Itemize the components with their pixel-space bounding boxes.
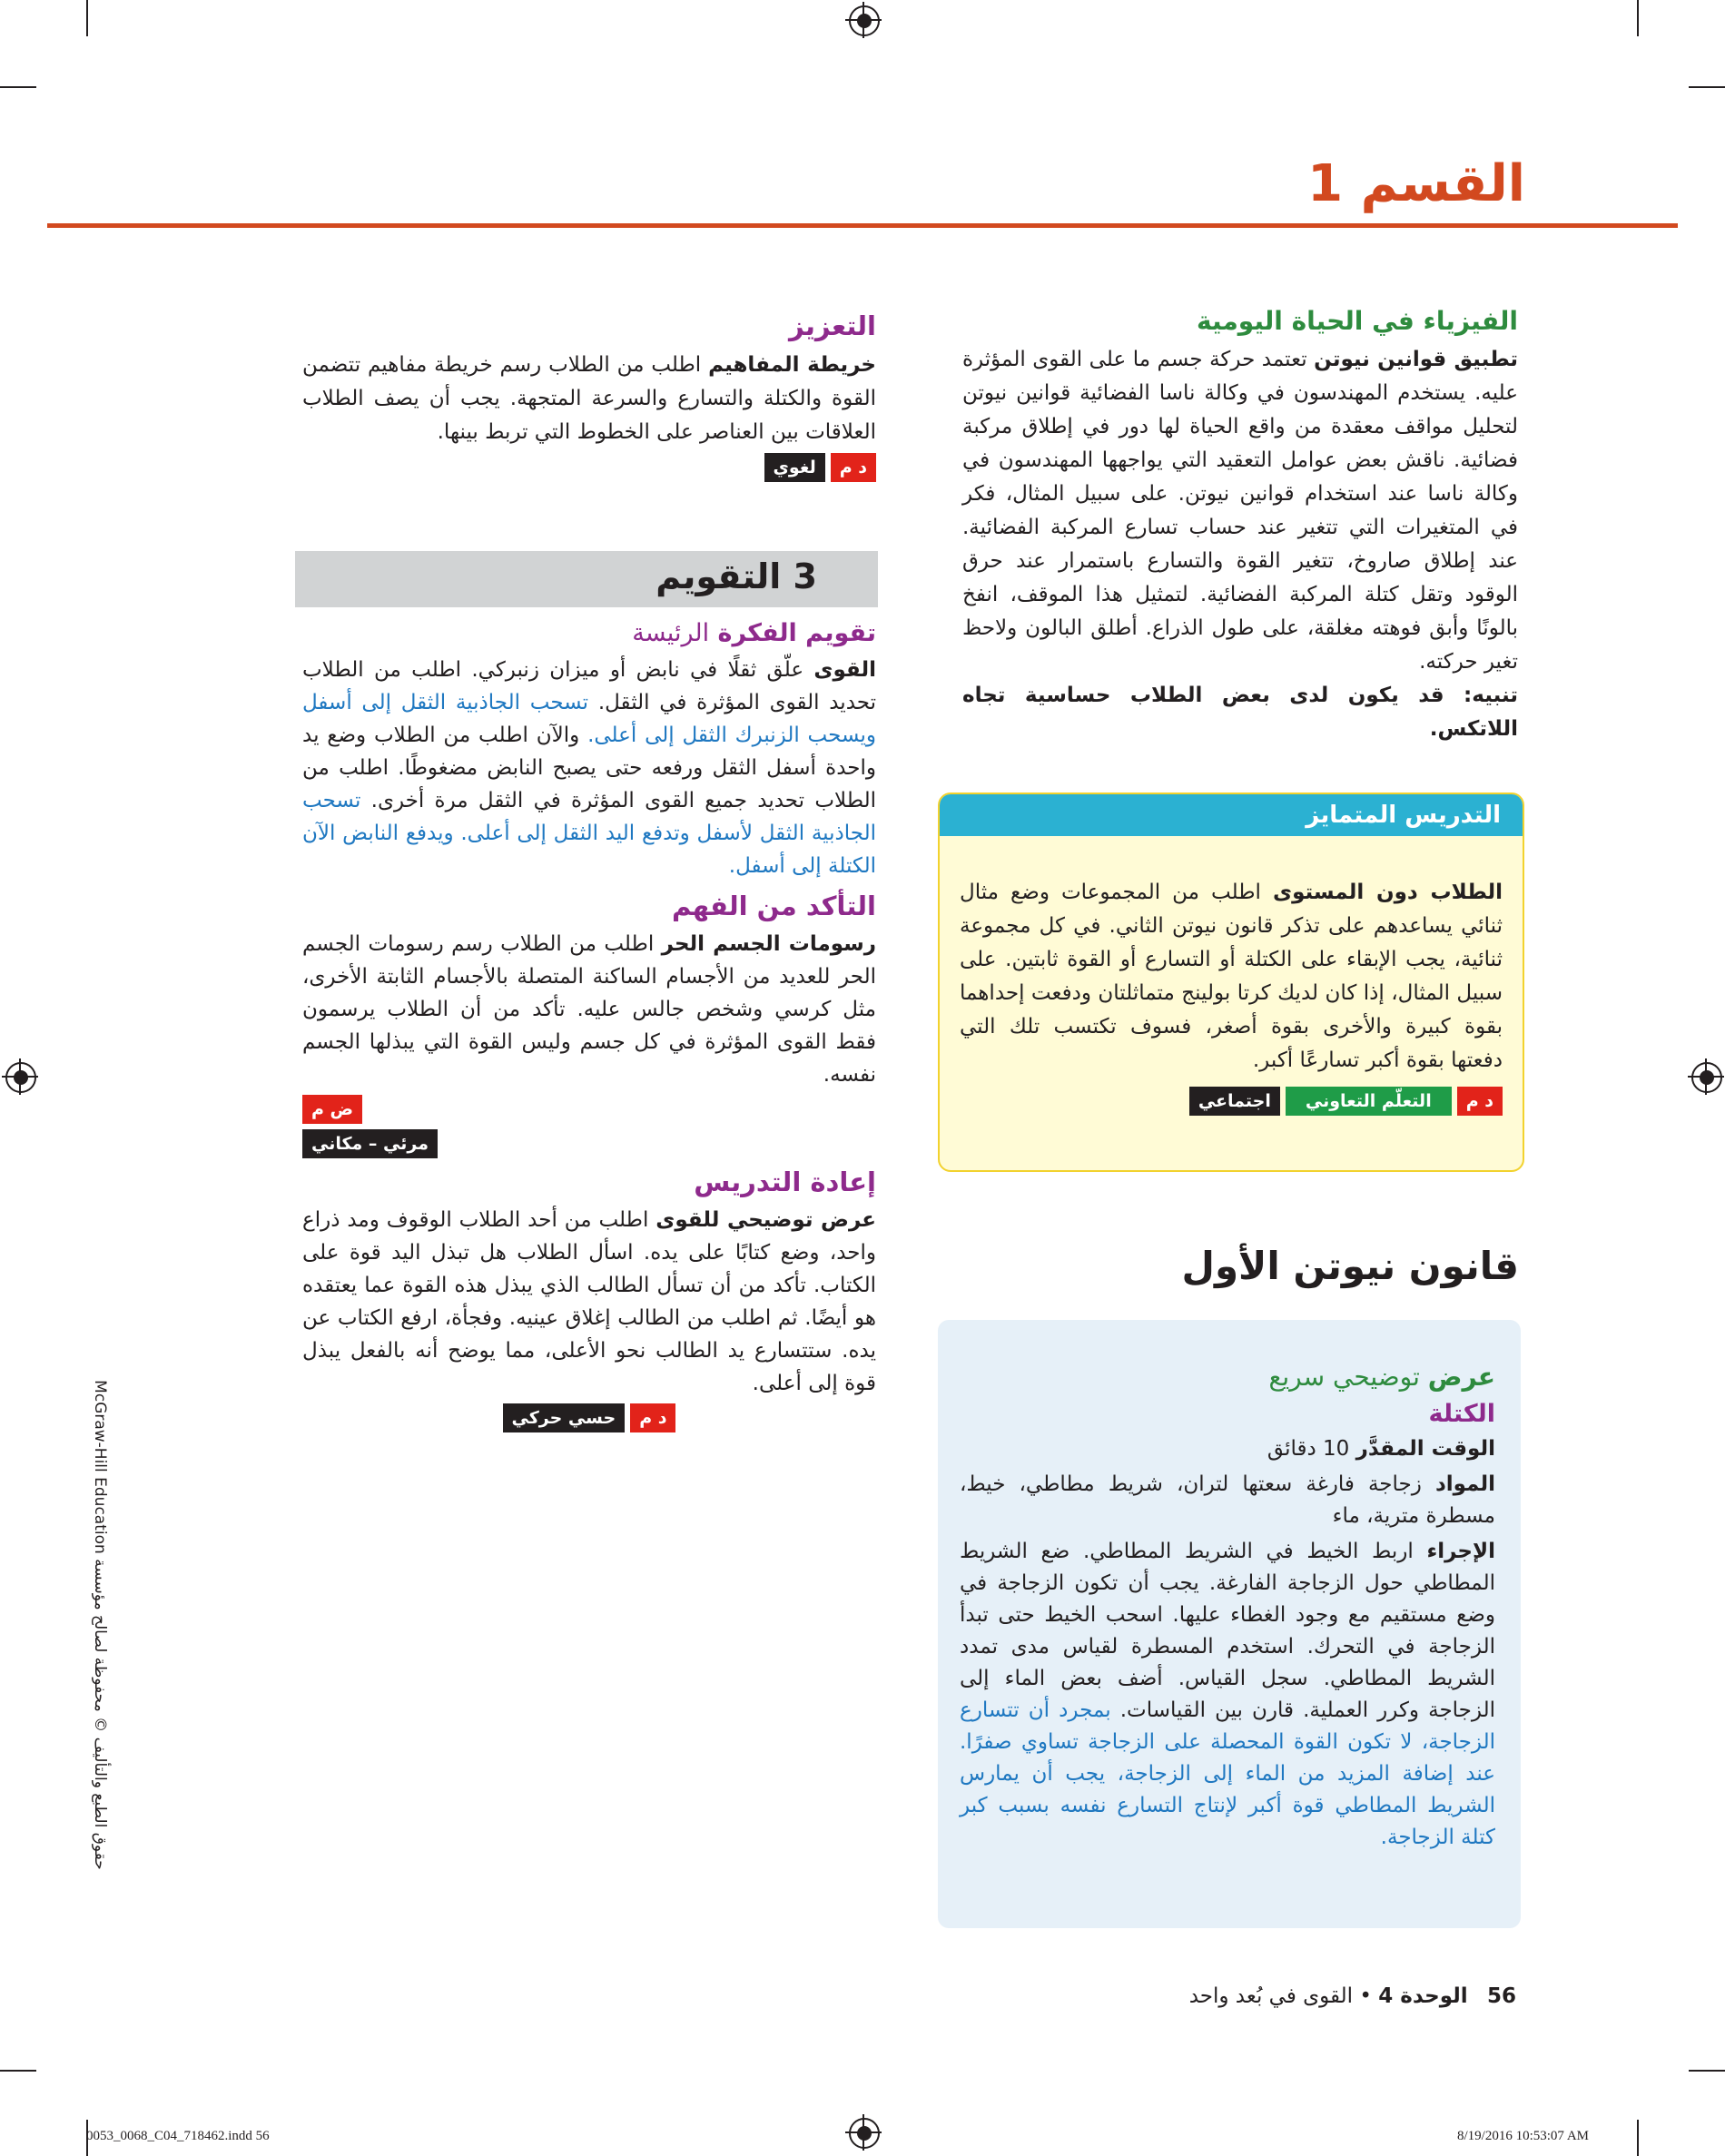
- demo-label: [960, 1361, 1495, 1393]
- registration-mark-icon: [849, 5, 880, 36]
- check-tags: [302, 1095, 876, 1158]
- check-paragraph: [302, 928, 876, 1091]
- crop-mark: [86, 0, 88, 36]
- demo-answer: بمجرد أن تتسارع الزجاجة، لا تكون القوة المحصلة على الزجاجة تساوي صفرًا. عند إضافة المزيد من الماء إلى الزجاجة، يجب أن يمارس الشريط المطاطي قوة أكبر لإنتاج التسارع نفسه بسبب كبر كتلة الزجاجة.: [960, 1698, 1495, 1849]
- check-understanding-heading: التأكد من الفهم: [671, 891, 876, 921]
- main-idea-heading-rest: الرئيسة: [632, 619, 710, 647]
- registration-mark-icon: [849, 2118, 880, 2149]
- physics-heading: الفيزياء في الحياة اليومية: [1197, 306, 1518, 336]
- differentiated-content: [960, 876, 1503, 1116]
- differentiated-paragraph: [960, 876, 1503, 1078]
- newton-first-law-title: قانون نيوتن الأول: [1181, 1244, 1519, 1288]
- footer-bullet: •: [1359, 1984, 1372, 2008]
- demo-content: [960, 1361, 1495, 1854]
- crop-mark: [1637, 0, 1639, 36]
- tag-badge: اجتماعي: [1189, 1087, 1280, 1116]
- side-copyright: حقوق الطبع والتأليف © محفوظة لصالح مؤسسة McGraw-Hill Education: [91, 1380, 109, 1870]
- reteach-lead: عرض توضيحي للقوى: [656, 1208, 877, 1232]
- demo-label-rest: توضيحي سريع: [1268, 1362, 1420, 1392]
- differentiated-instruction-box: [938, 793, 1524, 1172]
- tag-badge: ض م: [302, 1095, 362, 1124]
- forces-body-2: والآن اطلب من الطلاب وضع يد واحدة أسفل الثقل ورفعه حتى يصبح النابض مضغوطًا. اطلب من الطلاب تحديد جميع القوى المؤثرة في الثقل مرة أخرى.: [302, 724, 876, 812]
- demo-procedure-label: الإجراء: [1426, 1540, 1496, 1563]
- physics-everyday-block: [962, 304, 1518, 746]
- demo-procedure-text: اربط الخيط في الشريط المطاطي. ضع الشريط المطاطي حول الزجاجة الفارغة. يجب أن تكون الزجاجة في وضع مستقيم مع وجود الغطاء عليها. اسحب الخيط حتى تبدأ الزجاجة في التحرك. استخدم المسطرة لقياس مدى تمدد الشريط المطاطي. سجل القياس. أضف بعض الماء إلى الزجاجة وكرر العملية. قارن بين القياسات.: [960, 1540, 1495, 1722]
- demo-time-value: 10 دقائق: [1267, 1437, 1350, 1461]
- quick-demo-box: [938, 1320, 1521, 1928]
- section-title: القسم 1: [1307, 154, 1525, 213]
- crop-mark: [1637, 2120, 1639, 2156]
- demo-procedure: [960, 1536, 1495, 1854]
- physics-body: تعتمد حركة جسم ما على القوى المؤثرة عليه. يستخدم المهندسون في وكالة ناسا الفضائية قوانين نيوتن لتحليل مواقف معقدة من واقع الحياة لها دور في إطلاق مركبة فضائية. ناقش بعض عوامل التعقيد التي يواجهها المهندسون في وكالة ناسا عند استخدام قوانين نيوتن. على سبيل المثال، فكر في المتغيرات التي تتغير عند حساب تسارع المركبة الفضائية. عند إطلاق صاروخ، تتغير القوة والتسارع باستمرار عند حرق الوقود وتقل كتلة المركبة الفضائية. لتمثيل هذا الموقف، انفخ بالونًا وأبق فوهته مغلقة، على طول الذراع. أطلق البالون ولاحظ تغير حركته.: [962, 348, 1518, 674]
- physics-lead: تطبيق قوانين نيوتن: [1314, 348, 1518, 371]
- check-body: اطلب من الطلاب رسم رسومات الجسم الحر للعديد من الأجسام الساكنة المتصلة بالأجسام الثابتة الأخرى، مثل كرسي وشخص جالس عليه. تأكد من أن الطلاب يرسمون فقط القوى المؤثرة في كل جسم وليس القوة التي يبذلها الجسم نفسه.: [302, 932, 876, 1087]
- check-lead: رسومات الجسم الحر: [661, 932, 876, 956]
- demo-label-bold: عرض: [1427, 1362, 1495, 1392]
- demo-materials: [960, 1469, 1495, 1532]
- tag-badge: د م: [1457, 1087, 1503, 1116]
- demo-materials-label: المواد: [1434, 1472, 1495, 1496]
- forces-answer: تسحب الجاذبية الثقل إلى أسفل ويسحب الزنبرك الثقل إلى أعلى.: [302, 691, 877, 747]
- demo-time: [960, 1433, 1495, 1465]
- differentiated-header: التدريس المتمايز: [940, 794, 1523, 836]
- differentiated-tags: [960, 1087, 1503, 1116]
- demo-materials-text: زجاجة فارغة سعتها لتران، شريط مطاطي، خيط، مسطرة مترية، ماء: [960, 1472, 1495, 1528]
- reteach-tags: [302, 1403, 876, 1432]
- tag-badge: د م: [831, 453, 876, 482]
- reinforce-lead: خريطة المفاهيم: [708, 353, 876, 377]
- forces-answer-2: تسحب الجاذبية الثقل لأسفل وتدفع اليد الثقل إلى أعلى. ويدفع النابض الآن الكتلة إلى أسفل.: [302, 789, 876, 878]
- reteach-heading: إعادة التدريس: [694, 1167, 876, 1197]
- date-slug: 8/19/2016 10:53:07 AM: [1457, 2129, 1590, 2143]
- tag-badge: لغوي: [764, 453, 825, 482]
- reteach-body: اطلب من أحد الطلاب الوقوف ومد ذراع واحد، وضع كتابًا على يده. اسأل الطلاب هل تبذل اليد قوة على الكتاب. تأكد من أن تسأل الطالب الذي يبذل هذه القوة عما يعتقده هو أيضًا. ثم اطلب من الطالب إغلاق عينيه. وفجأة، ارفع الكتاب عن يده. ستتسارع يد الطالب نحو الأعلى، مما يوضح أنه بالفعل يبذل قوة إلى أعلى.: [302, 1208, 876, 1395]
- forces-paragraph: [302, 654, 876, 882]
- tag-badge: حسي حركي: [503, 1403, 626, 1432]
- section-divider: [47, 223, 1678, 228]
- crop-mark: [0, 86, 36, 88]
- forces-lead: القوى: [813, 658, 876, 682]
- unit-title: القوى في بُعد واحد: [1188, 1984, 1354, 2008]
- assessment-block: [302, 615, 876, 1432]
- page-number: 56: [1486, 1984, 1516, 2008]
- demo-time-label: الوقت المقدَّر: [1355, 1437, 1495, 1461]
- unit-label: الوحدة 4: [1378, 1984, 1468, 2008]
- crop-mark: [1689, 86, 1725, 88]
- physics-paragraph: [962, 343, 1518, 679]
- forces-body: علّق ثقلًا في نابض أو ميزان زنبركي. اطلب من الطلاب تحديد القوى المؤثرة في الثقل.: [302, 658, 877, 714]
- reinforce-paragraph: [302, 349, 876, 449]
- page-footer: [1189, 1984, 1516, 2008]
- file-slug: 0053_0068_C04_718462.indd 56: [86, 2129, 270, 2143]
- tag-badge: التعلّم التعاوني: [1286, 1087, 1452, 1116]
- demo-subject: الكتلة: [1428, 1400, 1495, 1428]
- differentiated-body: اطلب من المجموعات وضع مثال ثنائي يساعدهم على تذكر قانون نيوتن الثاني. في كل مجموعة ثنائية، يجب الإبقاء على الكتلة أو التسارع أو القوة ثابتين. على سبيل المثال، إذا كان لديك كرتا بولينج متماثلتان ودفعت إحداهما بقوة كبيرة والأخرى بقوة أصغر، فسوف تكتسب تلك التي دفعتها بقوة أكبر تسارعًا أكبر.: [960, 881, 1503, 1072]
- reinforce-heading: التعزيز: [788, 310, 876, 341]
- reinforce-body: اطلب من الطلاب رسم خريطة مفاهيم تتضمن القوة والكتلة والتسارع والسرعة المتجهة. يجب أن يصف الطلاب العلاقات بين العناصر على الخطوط التي تربط بينها.: [302, 353, 876, 444]
- reinforce-tags: [302, 453, 876, 482]
- assessment-title: 3 التقويم: [656, 556, 817, 596]
- tag-badge: مرئي – مكاني: [302, 1129, 438, 1158]
- main-idea-heading: [302, 617, 876, 650]
- reteach-paragraph: [302, 1204, 876, 1400]
- main-idea-heading-bold: تقويم الفكرة: [717, 619, 876, 647]
- crop-mark: [0, 2070, 36, 2072]
- registration-mark-icon: [5, 1062, 36, 1093]
- latex-warning: تنبيه: قد يكون لدى بعض الطلاب حساسية تجاه اللاتكس.: [962, 684, 1518, 741]
- reinforce-block: [302, 302, 876, 482]
- tag-badge: د م: [630, 1403, 675, 1432]
- crop-mark: [1689, 2070, 1725, 2072]
- registration-mark-icon: [1691, 1062, 1722, 1093]
- differentiated-lead: الطلاب دون المستوى: [1273, 881, 1503, 904]
